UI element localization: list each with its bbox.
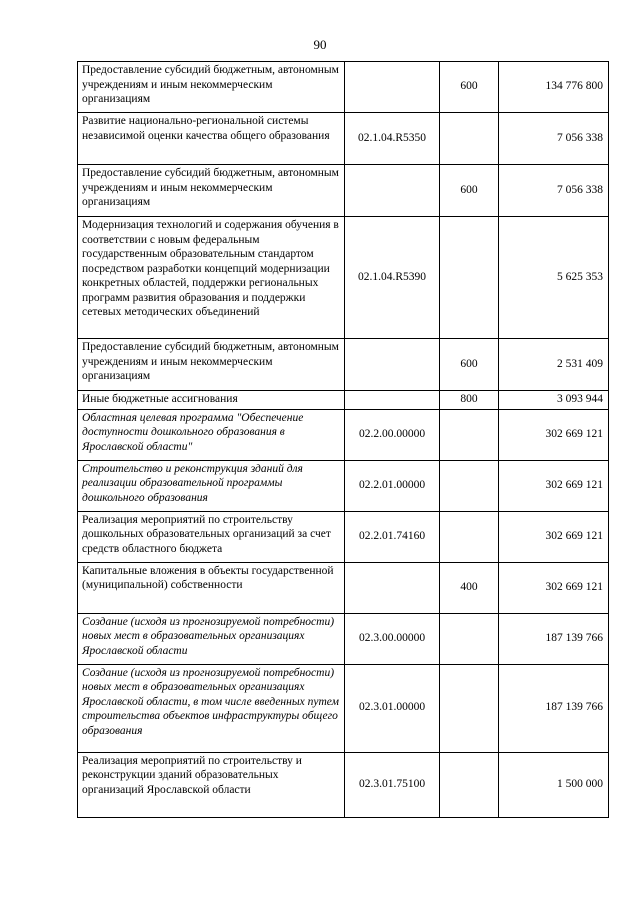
row-expense-type	[440, 460, 499, 511]
row-amount: 302 669 121	[499, 460, 609, 511]
row-amount: 7 056 338	[499, 165, 609, 217]
row-amount: 302 669 121	[499, 409, 609, 460]
row-amount: 3 093 944	[499, 391, 609, 410]
row-amount: 187 139 766	[499, 613, 609, 664]
row-expense-type	[440, 664, 499, 752]
row-expense-type	[440, 511, 499, 562]
table-row	[78, 391, 609, 410]
row-code	[345, 165, 440, 217]
row-code: 02.2.01.00000	[345, 460, 440, 511]
row-expense-type	[440, 217, 499, 339]
row-amount: 1 500 000	[499, 752, 609, 817]
row-name: Строительство и реконструкция зданий для реализации образовательной программы дошкольного образования	[78, 460, 345, 511]
row-amount: 2 531 409	[499, 339, 609, 391]
table-row	[78, 511, 609, 562]
row-name: Иные бюджетные ассигнования	[78, 391, 345, 410]
table-row	[78, 409, 609, 460]
row-code: 02.1.04.R5350	[345, 113, 440, 165]
row-expense-type: 400	[440, 562, 499, 613]
row-name: Предоставление субсидий бюджетным, автономным учреждениям и иным некоммерческим организациям	[78, 165, 345, 217]
row-expense-type: 800	[440, 391, 499, 410]
row-code: 02.2.00.00000	[345, 409, 440, 460]
table-row	[78, 460, 609, 511]
table-row	[78, 165, 609, 217]
row-expense-type	[440, 409, 499, 460]
row-amount: 7 056 338	[499, 113, 609, 165]
row-name: Создание (исходя из прогнозируемой потребности) новых мест в образовательных организациях Ярославской области, в том числе введенных путем строительства объектов инфраструктуры общего образования	[78, 664, 345, 752]
row-name: Предоставление субсидий бюджетным, автономным учреждениям и иным некоммерческим организациям	[78, 62, 345, 113]
row-code	[345, 391, 440, 410]
row-name: Предоставление субсидий бюджетным, автономным учреждениям и иным некоммерческим организациям	[78, 339, 345, 391]
row-name: Капитальные вложения в объекты государственной (муниципальной) собственности	[78, 562, 345, 613]
row-code	[345, 562, 440, 613]
row-amount: 134 776 800	[499, 62, 609, 113]
row-name: Развитие национально-региональной системы независимой оценки качества общего образования	[78, 113, 345, 165]
row-name: Областная целевая программа "Обеспечение доступности дошкольного образования в Ярославской области"	[78, 409, 345, 460]
table-row	[78, 62, 609, 113]
row-expense-type	[440, 752, 499, 817]
row-amount: 302 669 121	[499, 562, 609, 613]
row-amount: 187 139 766	[499, 664, 609, 752]
row-expense-type	[440, 613, 499, 664]
table-row	[78, 562, 609, 613]
table-row	[78, 613, 609, 664]
table-row	[78, 339, 609, 391]
row-expense-type: 600	[440, 339, 499, 391]
row-code: 02.2.01.74160	[345, 511, 440, 562]
row-code	[345, 62, 440, 113]
row-expense-type: 600	[440, 165, 499, 217]
row-expense-type	[440, 113, 499, 165]
row-code: 02.1.04.R5390	[345, 217, 440, 339]
table-row	[78, 664, 609, 752]
row-expense-type: 600	[440, 62, 499, 113]
table-row	[78, 217, 609, 339]
row-code	[345, 339, 440, 391]
row-code: 02.3.00.00000	[345, 613, 440, 664]
table-row	[78, 752, 609, 817]
row-name: Модернизация технологий и содержания обучения в соответствии с новым федеральным государственным образовательным стандартом посредством разработки концепций модернизации конкретных областей, поддержки региональных программ развития образования и поддержки сетевых методических объединений	[78, 217, 345, 339]
row-name: Создание (исходя из прогнозируемой потребности) новых мест в образовательных организациях Ярославской области	[78, 613, 345, 664]
row-code: 02.3.01.75100	[345, 752, 440, 817]
row-code: 02.3.01.00000	[345, 664, 440, 752]
row-name: Реализация мероприятий по строительству и реконструкции зданий образовательных организаций Ярославской области	[78, 752, 345, 817]
row-amount: 302 669 121	[499, 511, 609, 562]
row-amount: 5 625 353	[499, 217, 609, 339]
page-number: 90	[313, 37, 327, 52]
row-name: Реализация мероприятий по строительству дошкольных образовательных организаций за счет средств областного бюджета	[78, 511, 345, 562]
table-row	[78, 113, 609, 165]
budget-table	[77, 61, 609, 818]
